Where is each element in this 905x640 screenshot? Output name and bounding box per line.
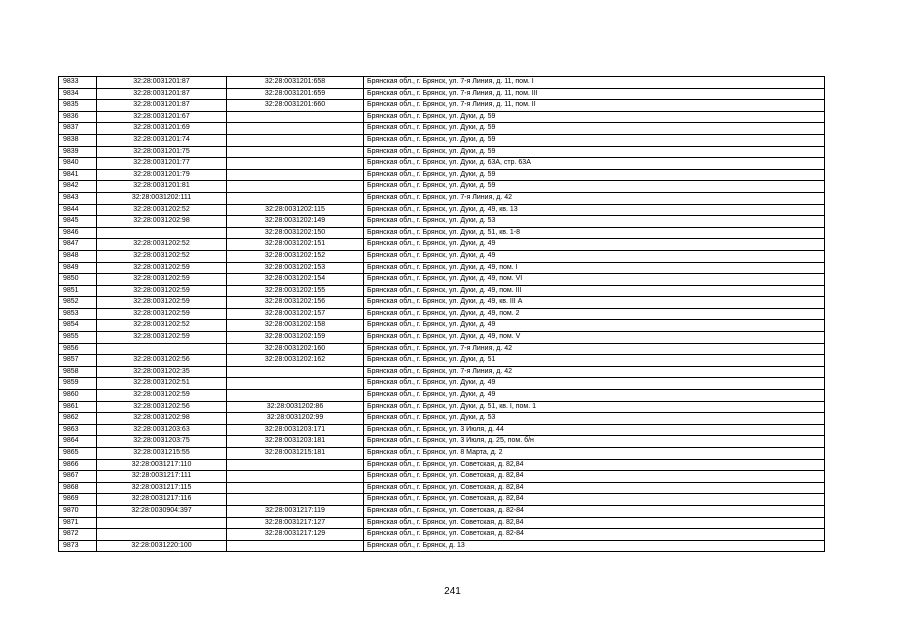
parent-cadastral-number-cell [97,529,227,541]
parent-cadastral-number-cell: 32:28:0031202:52 [97,320,227,332]
table-row [59,401,825,413]
address-cell: Брянская обл., г. Брянск, ул. Дуки, д. 59 [364,111,825,123]
parent-cadastral-number-cell: 32:28:0031201:74 [97,134,227,146]
cadastral-number-cell: 32:28:0031203:181 [227,436,364,448]
address-cell: Брянская обл., г. Брянск, ул. 7-я Линия, д. 42 [364,343,825,355]
cadastral-number-cell: 32:28:0031202:154 [227,274,364,286]
parent-cadastral-number-cell: 32:28:0031217:110 [97,459,227,471]
table-row [59,424,825,436]
row-number-cell: 9844 [59,204,97,216]
row-number-cell: 9865 [59,448,97,460]
address-cell: Брянская обл., г. Брянск, ул. Советская, д. 82,84 [364,482,825,494]
cadastral-number-cell [227,471,364,483]
parent-cadastral-number-cell: 32:28:0031203:75 [97,436,227,448]
address-cell: Брянская обл., г. Брянск, ул. Дуки, д. 49 [364,320,825,332]
address-cell: Брянская обл., г. Брянск, ул. Советская, д. 82,84 [364,494,825,506]
table-row [59,471,825,483]
row-number-cell: 9864 [59,436,97,448]
row-number-cell: 9861 [59,401,97,413]
cadastral-number-cell: 32:28:0031202:160 [227,343,364,355]
row-number-cell: 9847 [59,239,97,251]
address-cell: Брянская обл., г. Брянск, ул. Дуки, д. 51, кв. 1-8 [364,227,825,239]
row-number-cell: 9839 [59,146,97,158]
table-row [59,239,825,251]
cadastral-number-cell: 32:28:0031202:151 [227,239,364,251]
address-cell: Брянская обл., г. Брянск, ул. Дуки, д. 51, кв. I, пом. 1 [364,401,825,413]
cadastral-number-cell: 32:28:0031202:150 [227,227,364,239]
cadastral-number-cell: 32:28:0031202:159 [227,332,364,344]
address-cell: Брянская обл., г. Брянск, ул. Дуки, д. 63А, стр. 63А [364,158,825,170]
table-row [59,285,825,297]
address-cell: Брянская обл., г. Брянск, ул. Дуки, д. 49 [364,239,825,251]
registry-table-body [59,77,825,552]
cadastral-number-cell: 32:28:0031202:115 [227,204,364,216]
parent-cadastral-number-cell: 32:28:0031202:52 [97,239,227,251]
row-number-cell: 9835 [59,100,97,112]
table-row [59,459,825,471]
cadastral-number-cell: 32:28:0031217:127 [227,517,364,529]
parent-cadastral-number-cell: 32:28:0031201:67 [97,111,227,123]
parent-cadastral-number-cell: 32:28:0031201:81 [97,181,227,193]
cadastral-number-cell [227,366,364,378]
row-number-cell: 9871 [59,517,97,529]
table-row [59,111,825,123]
table-row [59,355,825,367]
address-cell: Брянская обл., г. Брянск, ул. Дуки, д. 59 [364,181,825,193]
cadastral-number-cell: 32:28:0031203:171 [227,424,364,436]
cadastral-number-cell [227,482,364,494]
parent-cadastral-number-cell: 32:28:0031201:75 [97,146,227,158]
parent-cadastral-number-cell [97,227,227,239]
row-number-cell: 9872 [59,529,97,541]
parent-cadastral-number-cell: 32:28:0031203:63 [97,424,227,436]
cadastral-number-cell [227,123,364,135]
parent-cadastral-number-cell: 32:28:0031202:52 [97,204,227,216]
parent-cadastral-number-cell: 32:28:0031202:56 [97,401,227,413]
cadastral-number-cell [227,192,364,204]
table-row [59,204,825,216]
cadastral-number-cell [227,146,364,158]
cadastral-number-cell: 32:28:0031202:149 [227,216,364,228]
address-cell: Брянская обл., г. Брянск, ул. 7-я Линия, д. 11, пом. I [364,77,825,89]
cadastral-number-cell [227,540,364,552]
row-number-cell: 9852 [59,297,97,309]
cadastral-number-cell: 32:28:0031217:119 [227,505,364,517]
cadastral-number-cell [227,494,364,506]
row-number-cell: 9860 [59,390,97,402]
parent-cadastral-number-cell: 32:28:0031202:59 [97,332,227,344]
cadastral-number-cell: 32:28:0031201:659 [227,88,364,100]
parent-cadastral-number-cell: 32:28:0031202:52 [97,250,227,262]
table-row [59,250,825,262]
row-number-cell: 9868 [59,482,97,494]
address-cell: Брянская обл., г. Брянск, ул. 3 Июля, д. 25, пом. б/н [364,436,825,448]
parent-cadastral-number-cell: 32:28:0031217:115 [97,482,227,494]
parent-cadastral-number-cell: 32:28:0031202:56 [97,355,227,367]
table-row [59,192,825,204]
address-cell: Брянская обл., г. Брянск, ул. Дуки, д. 49, пом. VI [364,274,825,286]
parent-cadastral-number-cell: 32:28:0031202:98 [97,413,227,425]
table-row [59,366,825,378]
parent-cadastral-number-cell: 32:28:0030904:397 [97,505,227,517]
table-row [59,262,825,274]
cadastral-number-cell [227,459,364,471]
table-row [59,413,825,425]
cadastral-number-cell [227,390,364,402]
address-cell: Брянская обл., г. Брянск, ул. Дуки, д. 49, кв. III А [364,297,825,309]
parent-cadastral-number-cell: 32:28:0031202:59 [97,308,227,320]
row-number-cell: 9870 [59,505,97,517]
cadastral-number-cell: 32:28:0031202:157 [227,308,364,320]
page-number: 241 [444,586,461,597]
cadastral-number-cell: 32:28:0031202:99 [227,413,364,425]
cadastral-number-cell [227,378,364,390]
parent-cadastral-number-cell: 32:28:0031202:98 [97,216,227,228]
cadastral-number-cell [227,111,364,123]
address-cell: Брянская обл., г. Брянск, ул. Дуки, д. 49, пом. I [364,262,825,274]
address-cell: Брянская обл., г. Брянск, ул. Дуки, д. 59 [364,169,825,181]
address-cell: Брянская обл., г. Брянск, ул. Дуки, д. 59 [364,146,825,158]
cadastral-number-cell: 32:28:0031202:156 [227,297,364,309]
parent-cadastral-number-cell: 32:28:0031201:87 [97,88,227,100]
row-number-cell: 9846 [59,227,97,239]
table-row [59,320,825,332]
parent-cadastral-number-cell: 32:28:0031220:100 [97,540,227,552]
row-number-cell: 9850 [59,274,97,286]
address-cell: Брянская обл., г. Брянск, ул. Советская, д. 82-84 [364,505,825,517]
row-number-cell: 9858 [59,366,97,378]
address-cell: Брянская обл., г. Брянск, ул. Дуки, д. 59 [364,134,825,146]
address-cell: Брянская обл., г. Брянск, ул. Советская, д. 82,84 [364,459,825,471]
address-cell: Брянская обл., г. Брянск, д. 13 [364,540,825,552]
row-number-cell: 9836 [59,111,97,123]
row-number-cell: 9848 [59,250,97,262]
row-number-cell: 9851 [59,285,97,297]
cadastral-number-cell: 32:28:0031202:162 [227,355,364,367]
table-row [59,227,825,239]
table-row [59,158,825,170]
parent-cadastral-number-cell: 32:28:0031201:77 [97,158,227,170]
address-cell: Брянская обл., г. Брянск, ул. Дуки, д. 49, пом. 2 [364,308,825,320]
cadastral-number-cell: 32:28:0031217:129 [227,529,364,541]
cadastral-number-cell [227,169,364,181]
address-cell: Брянская обл., г. Брянск, ул. 8 Марта, д. 2 [364,448,825,460]
address-cell: Брянская обл., г. Брянск, ул. 3 Июля, д. 44 [364,424,825,436]
table-row [59,540,825,552]
row-number-cell: 9838 [59,134,97,146]
row-number-cell: 9853 [59,308,97,320]
table-row [59,436,825,448]
parent-cadastral-number-cell [97,343,227,355]
cadastral-number-cell: 32:28:0031202:152 [227,250,364,262]
row-number-cell: 9856 [59,343,97,355]
table-row [59,448,825,460]
address-cell: Брянская обл., г. Брянск, ул. 7-я Линия, д. 42 [364,366,825,378]
address-cell: Брянская обл., г. Брянск, ул. Советская, д. 82,84 [364,471,825,483]
parent-cadastral-number-cell: 32:28:0031201:87 [97,100,227,112]
row-number-cell: 9866 [59,459,97,471]
cadastral-number-cell: 32:28:0031201:658 [227,77,364,89]
table-row [59,482,825,494]
address-cell: Брянская обл., г. Брянск, ул. Дуки, д. 49, пом. V [364,332,825,344]
table-row [59,332,825,344]
parent-cadastral-number-cell: 32:28:0031202:59 [97,285,227,297]
table-row [59,343,825,355]
address-cell: Брянская обл., г. Брянск, ул. 7-я Линия, д. 11, пом. III [364,88,825,100]
address-cell: Брянская обл., г. Брянск, ул. Дуки, д. 53 [364,216,825,228]
address-cell: Брянская обл., г. Брянск, ул. Дуки, д. 49 [364,378,825,390]
address-cell: Брянская обл., г. Брянск, ул. 7-я Линия, д. 42 [364,192,825,204]
cadastral-number-cell [227,134,364,146]
row-number-cell: 9854 [59,320,97,332]
parent-cadastral-number-cell: 32:28:0031202:35 [97,366,227,378]
cadastral-number-cell [227,158,364,170]
table-row [59,308,825,320]
row-number-cell: 9841 [59,169,97,181]
table-row [59,169,825,181]
address-cell: Брянская обл., г. Брянск, ул. Дуки, д. 49 [364,250,825,262]
parent-cadastral-number-cell: 32:28:0031217:111 [97,471,227,483]
parent-cadastral-number-cell: 32:28:0031202:111 [97,192,227,204]
parent-cadastral-number-cell [97,517,227,529]
table-row [59,123,825,135]
table-row [59,216,825,228]
table-row [59,529,825,541]
table-row [59,505,825,517]
row-number-cell: 9843 [59,192,97,204]
registry-table [58,76,825,552]
row-number-cell: 9837 [59,123,97,135]
cadastral-number-cell: 32:28:0031202:86 [227,401,364,413]
table-row [59,517,825,529]
parent-cadastral-number-cell: 32:28:0031202:59 [97,274,227,286]
row-number-cell: 9845 [59,216,97,228]
table-row [59,274,825,286]
table-row [59,297,825,309]
address-cell: Брянская обл., г. Брянск, ул. Дуки, д. 59 [364,123,825,135]
parent-cadastral-number-cell: 32:28:0031201:79 [97,169,227,181]
row-number-cell: 9869 [59,494,97,506]
parent-cadastral-number-cell: 32:28:0031202:59 [97,390,227,402]
parent-cadastral-number-cell: 32:28:0031201:87 [97,77,227,89]
cadastral-number-cell: 32:28:0031215:181 [227,448,364,460]
cadastral-number-cell: 32:28:0031202:158 [227,320,364,332]
table-row [59,134,825,146]
parent-cadastral-number-cell: 32:28:0031215:55 [97,448,227,460]
address-cell: Брянская обл., г. Брянск, ул. Советская, д. 82-84 [364,529,825,541]
row-number-cell: 9863 [59,424,97,436]
table-row [59,100,825,112]
row-number-cell: 9833 [59,77,97,89]
table-row [59,494,825,506]
table-row [59,390,825,402]
address-cell: Брянская обл., г. Брянск, ул. Дуки, д. 49, пом. III [364,285,825,297]
table-row [59,181,825,193]
table-row [59,88,825,100]
address-cell: Брянская обл., г. Брянск, ул. Дуки, д. 49, кв. 13 [364,204,825,216]
cadastral-number-cell: 32:28:0031201:660 [227,100,364,112]
parent-cadastral-number-cell: 32:28:0031202:59 [97,262,227,274]
parent-cadastral-number-cell: 32:28:0031217:116 [97,494,227,506]
row-number-cell: 9834 [59,88,97,100]
table-row [59,146,825,158]
address-cell: Брянская обл., г. Брянск, ул. 7-я Линия, д. 11, пом. II [364,100,825,112]
address-cell: Брянская обл., г. Брянск, ул. Дуки, д. 49 [364,390,825,402]
cadastral-number-cell [227,181,364,193]
parent-cadastral-number-cell: 32:28:0031201:69 [97,123,227,135]
parent-cadastral-number-cell: 32:28:0031202:51 [97,378,227,390]
row-number-cell: 9840 [59,158,97,170]
row-number-cell: 9867 [59,471,97,483]
address-cell: Брянская обл., г. Брянск, ул. Дуки, д. 51 [364,355,825,367]
row-number-cell: 9873 [59,540,97,552]
row-number-cell: 9842 [59,181,97,193]
address-cell: Брянская обл., г. Брянск, ул. Дуки, д. 53 [364,413,825,425]
row-number-cell: 9855 [59,332,97,344]
row-number-cell: 9859 [59,378,97,390]
row-number-cell: 9862 [59,413,97,425]
cadastral-number-cell: 32:28:0031202:155 [227,285,364,297]
cadastral-number-cell: 32:28:0031202:153 [227,262,364,274]
parent-cadastral-number-cell: 32:28:0031202:59 [97,297,227,309]
address-cell: Брянская обл., г. Брянск, ул. Советская, д. 82,84 [364,517,825,529]
table-row [59,77,825,89]
row-number-cell: 9849 [59,262,97,274]
row-number-cell: 9857 [59,355,97,367]
table-row [59,378,825,390]
